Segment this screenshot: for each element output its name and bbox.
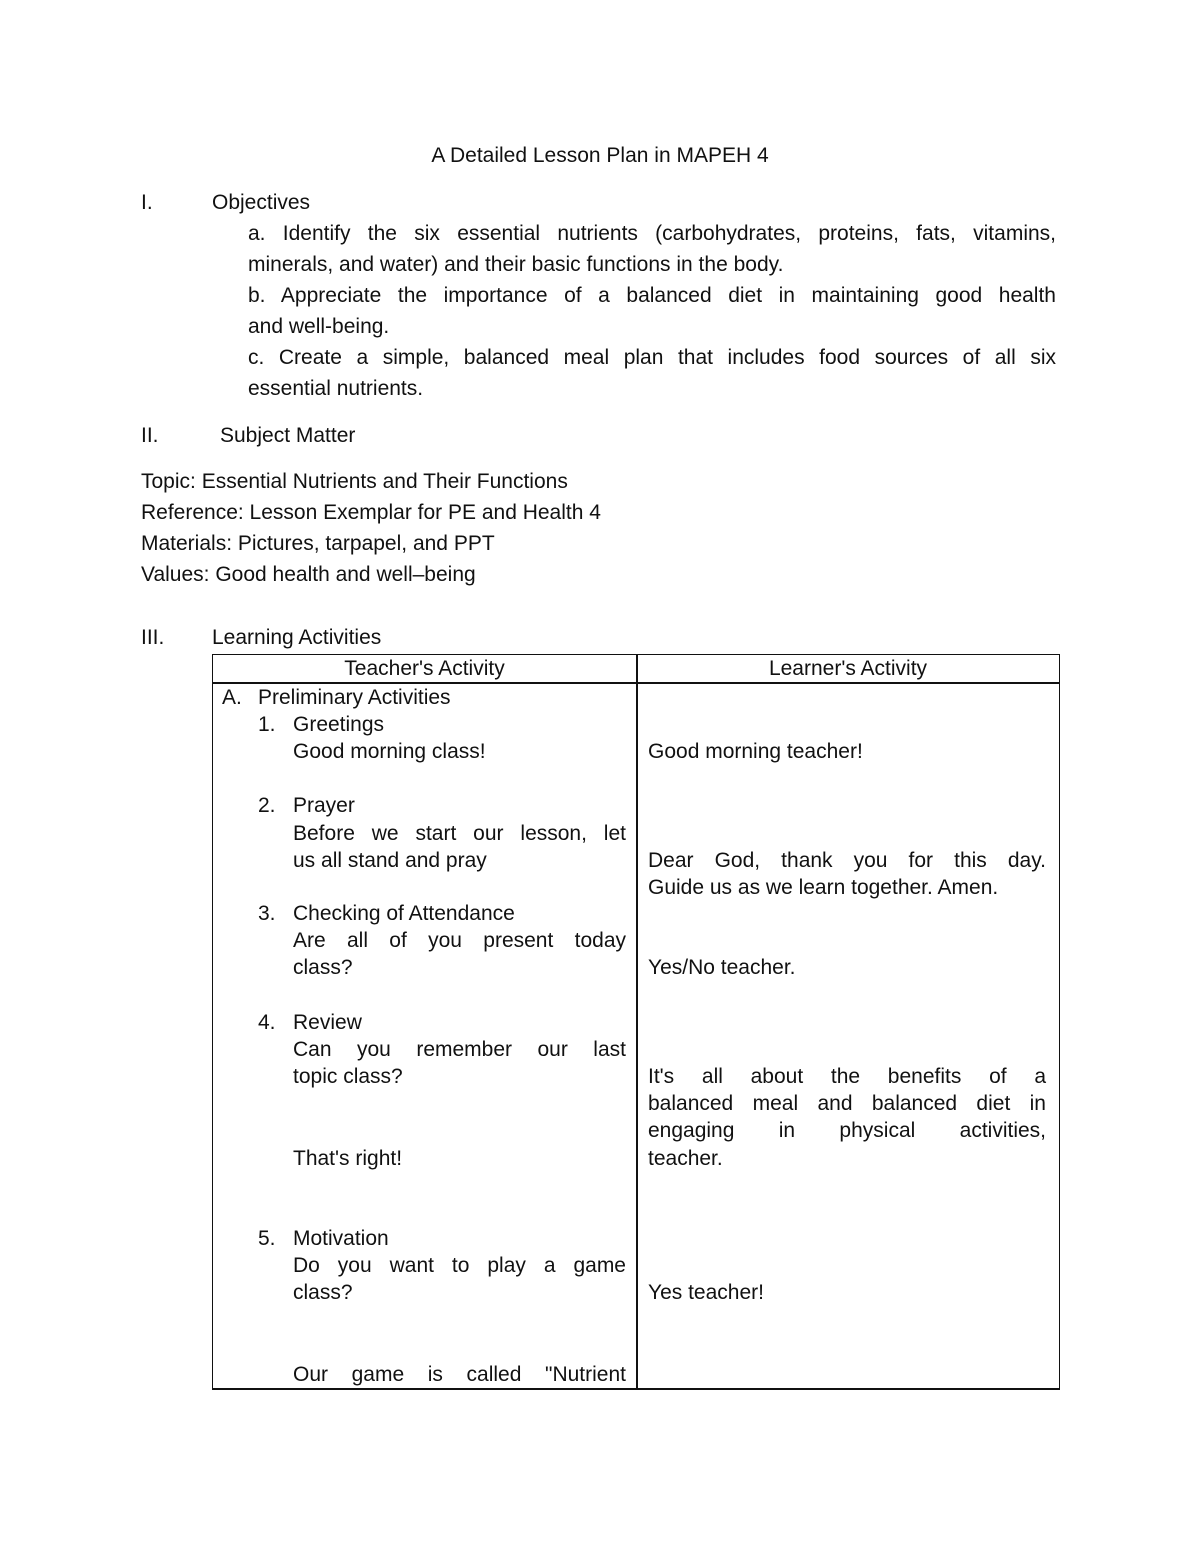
item-number: 2. (258, 794, 276, 817)
teacher-line: Before we start our lesson, let (293, 822, 626, 845)
section-numeral-1: I. (141, 191, 153, 214)
learner-line: It's all about the benefits of a (648, 1065, 1046, 1088)
item-number: 4. (258, 1011, 276, 1034)
objective-a-line-1: a. Identify the six essential nutrients (carbohydrates, proteins, fats, vitamins, (248, 222, 1056, 245)
teacher-line: Are all of you present today (293, 929, 626, 952)
subject-topic: Topic: Essential Nutrients and Their Functions (141, 470, 568, 493)
teacher-line: Do you want to play a game (293, 1254, 626, 1277)
section-heading-subject-matter: Subject Matter (220, 424, 356, 447)
objective-a-line-2: minerals, and water) and their basic functions in the body. (248, 253, 784, 276)
preliminary-label: Preliminary Activities (258, 686, 451, 709)
section-numeral-2: II. (141, 424, 159, 447)
preliminary-letter: A. (222, 686, 242, 709)
objective-c-line-2: essential nutrients. (248, 377, 424, 400)
learner-line: Good morning teacher! (648, 740, 863, 763)
teacher-line: us all stand and pray (293, 849, 487, 872)
teacher-line: Good morning class! (293, 740, 486, 763)
learner-line: Yes/No teacher. (648, 956, 796, 979)
subject-reference: Reference: Lesson Exemplar for PE and Health 4 (141, 501, 601, 524)
teacher-line: Our game is called "Nutrient (293, 1363, 626, 1386)
item-number: 1. (258, 713, 276, 736)
item-title-attendance: Checking of Attendance (293, 902, 515, 925)
objective-b-line-1: b. Appreciate the importance of a balanced diet in maintaining good health (248, 284, 1056, 307)
item-title-prayer: Prayer (293, 794, 355, 817)
header-learner-activity: Learner's Activity (768, 657, 928, 680)
objective-c-line-1: c. Create a simple, balanced meal plan that includes food sources of all six (248, 346, 1056, 369)
section-numeral-3: III. (141, 626, 165, 649)
learner-line: Yes teacher! (648, 1281, 764, 1304)
table-column-divider (636, 654, 638, 1389)
section-heading-learning-activities: Learning Activities (212, 626, 382, 649)
learner-line: balanced meal and balanced diet in (648, 1092, 1046, 1115)
learner-line: Guide us as we learn together. Amen. (648, 876, 999, 899)
header-teacher-activity: Teacher's Activity (344, 657, 505, 680)
learner-line: engaging in physical activities, (648, 1119, 1046, 1142)
learner-line: teacher. (648, 1147, 723, 1170)
item-title-review: Review (293, 1011, 362, 1034)
item-number: 3. (258, 902, 276, 925)
page-title: A Detailed Lesson Plan in MAPEH 4 (431, 144, 769, 167)
item-number: 5. (258, 1227, 276, 1250)
teacher-line: class? (293, 956, 353, 979)
teacher-line: Can you remember our last (293, 1038, 626, 1061)
teacher-line: topic class? (293, 1065, 403, 1088)
table-header-divider (212, 682, 1060, 684)
learner-line: Dear God, thank you for this day. (648, 849, 1046, 872)
teacher-line: class? (293, 1281, 353, 1304)
section-heading-objectives: Objectives (212, 191, 311, 214)
objective-b-line-2: and well-being. (248, 315, 390, 338)
item-title-motivation: Motivation (293, 1227, 389, 1250)
subject-values: Values: Good health and well–being (141, 563, 476, 586)
item-title-greetings: Greetings (293, 713, 385, 736)
subject-materials: Materials: Pictures, tarpapel, and PPT (141, 532, 495, 555)
teacher-line: That's right! (293, 1147, 403, 1170)
